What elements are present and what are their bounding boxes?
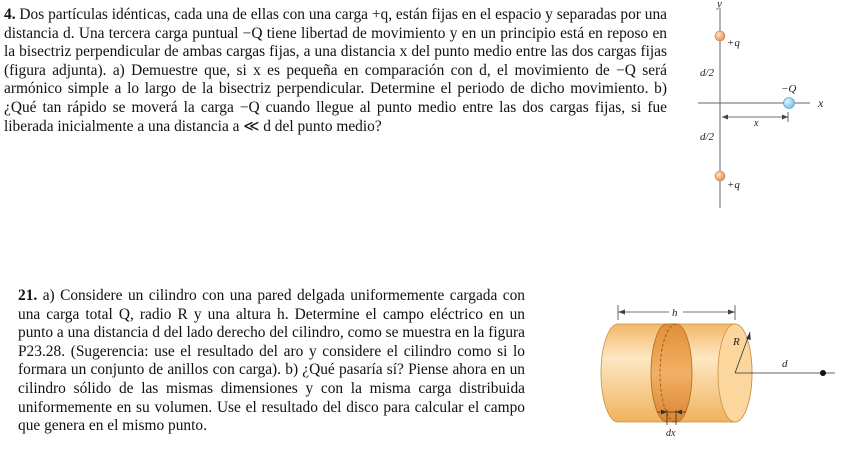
height-label: h <box>672 307 678 319</box>
problem-4-text <box>4 6 667 136</box>
moving-charge-label: −Q <box>781 83 797 95</box>
top-fixed-charge <box>715 31 725 41</box>
x-axis-label: x <box>818 96 824 110</box>
problem-statement: Dos partículas idénticas, cada una de ellas con una carga +q, están fijas en el espacio y separadas por una distancia d. Una tercera carga puntual −Q tiene libertad de movimiento y en un principio está en reposo en la bisectriz perpendicular de ambas cargas fijas, a una distancia x del punto medio entre las dos cargas fijas (figura adjunta). a) Demuestre que, si x es pequeña en comparación con d, el movimiento de −Q será armónico simple a lo largo de la bisectriz perpendicular. Determine el periodo de dicho movimiento. b) ¿Qué tan rápido se moverá la carga −Q cuando llegue al punto medio entre las dos cargas fijas, si fue liberada inicialmente a una distancia a ≪ d del punto medio? <box>4 6 667 135</box>
problem-21-text <box>18 287 525 436</box>
problem-number: 21. <box>18 287 38 304</box>
ring-width-label: dx <box>666 428 676 439</box>
lower-distance-label: d/2 <box>700 131 715 143</box>
figure-charged-cylinder <box>585 300 845 450</box>
problem-number: 4. <box>4 6 16 23</box>
y-axis-label: y <box>717 0 722 10</box>
x-distance-label: x <box>754 118 759 129</box>
bottom-fixed-charge <box>715 171 725 181</box>
distance-label: d <box>782 358 788 370</box>
charged-ring-slice <box>651 324 692 422</box>
figure-charges-bisector <box>670 0 845 210</box>
radius-label: R <box>733 336 740 348</box>
moving-charge <box>784 98 795 109</box>
field-point <box>820 370 826 376</box>
problem-statement: a) Considere un cilindro con una pared delgada uniformemente cargada con una carga total Q, radio R y una altura h. Determine el campo eléctrico en un punto a una distancia d del lado derecho del cilindro, como se muestra en la figura P23.28. (Sugerencia: use el resultado del aro y considere el cilindro como si lo formara un conjunto de anillos con carga). b) ¿Qué pasaría sí? Piense ahora en un cilindro sólido de las mismas dimensiones y con la misma carga distribuida uniformemente en su volumen. Use el resultado del disco para calcular el campo que genera en el mismo punto. <box>18 287 525 435</box>
top-charge-label: +q <box>727 37 740 49</box>
upper-distance-label: d/2 <box>700 67 715 79</box>
bottom-charge-label: +q <box>727 179 740 191</box>
